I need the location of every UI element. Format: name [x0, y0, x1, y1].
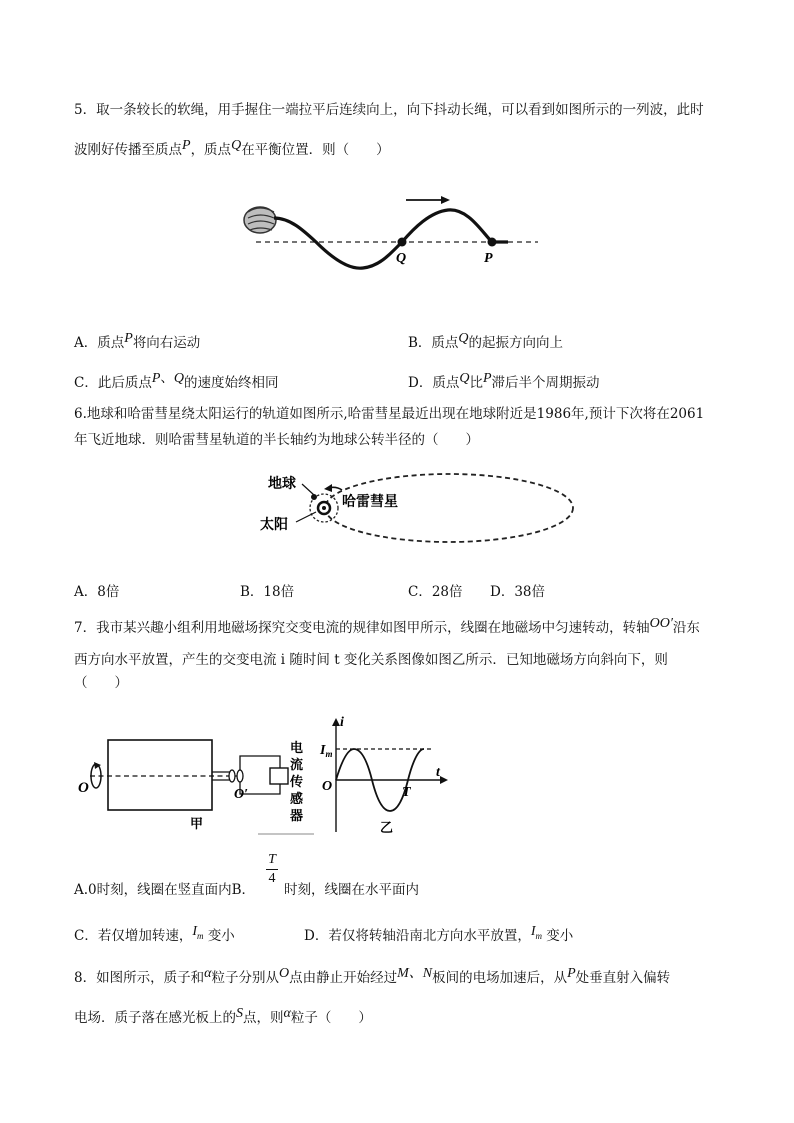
- sun-core: [322, 506, 326, 510]
- q5-line2: [74, 140, 390, 161]
- frac-denominator: 4: [268, 871, 276, 886]
- label-im: $I_m$: [320, 743, 333, 759]
- var-axis: OO′: [649, 616, 673, 631]
- sensor-char: 感: [290, 791, 304, 806]
- sensor-char: 流: [290, 757, 304, 772]
- var-mn: M、N: [397, 966, 433, 981]
- slip-ring: [237, 770, 243, 782]
- var-q: Q: [458, 331, 469, 346]
- label-origin: O: [322, 779, 333, 794]
- text: 电场．质子落在感光板上的: [74, 1010, 236, 1026]
- frac-numerator: T: [268, 852, 276, 867]
- var-q: Q: [231, 138, 242, 153]
- var-p: P: [567, 966, 576, 981]
- sensor-box: [270, 768, 288, 784]
- q6-option-b: B．18倍: [240, 584, 295, 600]
- text: 板间的电场加速后，从: [432, 970, 568, 986]
- sun-pointer: [296, 512, 316, 522]
- text: 将向右运动: [132, 335, 201, 351]
- q7-option-b-rest: 时刻，线圈在水平面内: [284, 882, 419, 898]
- q5-option-b: [408, 333, 563, 354]
- text: 、: [160, 370, 174, 386]
- earth-pointer: [302, 484, 314, 495]
- arrow-right-icon: [406, 196, 450, 204]
- text: 点由静止开始经过: [289, 970, 398, 986]
- var-p: P: [124, 331, 133, 346]
- text: ，质点: [190, 142, 232, 158]
- var-p: P: [151, 371, 161, 386]
- text: 粒子（ ）: [290, 1010, 372, 1026]
- q6-option-c: C．28倍: [408, 584, 463, 600]
- q8-line2: [74, 1008, 372, 1029]
- coil-figure: [74, 712, 326, 838]
- text: 的起振方向向上: [468, 335, 564, 351]
- text: 变小: [207, 928, 235, 944]
- var-alpha: α: [204, 966, 212, 981]
- var-o: O: [278, 966, 290, 981]
- wave-figure: [238, 188, 548, 270]
- var-im: $I_m$: [530, 924, 542, 941]
- comet-arrow-icon: [324, 484, 342, 492]
- label-period: T: [402, 785, 411, 800]
- text: 粒子分别从: [211, 970, 279, 986]
- label-sun: 太阳: [260, 516, 288, 532]
- current-graph: [316, 716, 456, 838]
- label-jia: 甲: [190, 816, 204, 831]
- var-s: S: [236, 1006, 243, 1021]
- q5-line1: 5．取一条较长的软绳，用手握住一端拉平后连续向上，向下抖动长绳，可以看到如图所示的一列波，此时: [74, 102, 704, 118]
- rotation-arrow-icon: [91, 762, 101, 788]
- point-q: [398, 238, 407, 247]
- label-comet: 哈雷彗星: [342, 493, 398, 509]
- hand-icon: [244, 207, 276, 233]
- text: 处垂直射入偏转: [575, 970, 671, 986]
- q6-option-a: A．8倍: [74, 584, 120, 600]
- label-yi: 乙: [380, 820, 394, 835]
- text: D．质点: [408, 375, 460, 391]
- sensor-char: 传: [290, 774, 304, 789]
- q6-line1: 6.地球和哈雷彗星绕太阳运行的轨道如图所示,哈雷彗星最近出现在地球附近是1986年,预计下次将在2061: [74, 406, 705, 422]
- text: 沿东: [672, 620, 700, 636]
- text: 滞后半个周期振动: [491, 375, 600, 391]
- text: 7．我市某兴趣小组利用地磁场探究交变电流的规律如图甲所示，线圈在地磁场中匀速转动，转轴: [74, 620, 650, 636]
- q7-line2: 西方向水平放置，产生的交变电流 i 随时间 t 变化关系图像如图乙所示．已知地磁场方向斜向下，则: [74, 652, 668, 668]
- label-earth: 地球: [268, 475, 296, 491]
- q5-option-d: [408, 373, 600, 394]
- var-im: $I_m$: [192, 924, 204, 941]
- q5-option-a: [74, 333, 200, 354]
- q7-fraction: [266, 852, 278, 887]
- q8-line1: [74, 968, 670, 989]
- var-q: Q: [173, 371, 185, 386]
- coil-rect: [108, 740, 212, 810]
- text: B．质点: [408, 335, 459, 351]
- text: 比: [469, 375, 483, 391]
- q5-option-c: [74, 370, 279, 394]
- var-alpha: α: [283, 1006, 291, 1021]
- text: 点，则: [243, 1010, 284, 1026]
- var-p: P: [182, 138, 191, 153]
- label-i: i: [340, 716, 344, 730]
- orbit-figure: [254, 466, 584, 548]
- q6-line2: 年飞近地球．则哈雷彗星轨道的半长轴约为地球公转半径的（ ）: [74, 432, 479, 448]
- label-o: O: [78, 780, 89, 796]
- frac-bar: [266, 869, 278, 870]
- text: 的速度始终相同: [184, 375, 279, 391]
- q7-option-d: [304, 926, 573, 951]
- label-q: Q: [396, 251, 407, 266]
- q7-option-a: A.0时刻，线圈在竖直面内B．: [74, 882, 256, 898]
- point-p: [488, 238, 497, 247]
- text: 8．如图所示，质子和: [74, 970, 205, 986]
- text: C．此后质点: [74, 375, 152, 391]
- t-axis-arrow: [440, 776, 448, 784]
- text: 波刚好传播至质点: [74, 142, 182, 158]
- sensor-char: 电: [290, 740, 304, 755]
- q6-option-d: D．38倍: [490, 584, 546, 600]
- label-o-prime: O′: [234, 787, 249, 802]
- wave-curve: [274, 210, 508, 268]
- q7-option-c: [74, 926, 235, 951]
- text: D．若仅将转轴沿南北方向水平放置，: [304, 928, 531, 944]
- text: C．若仅增加转速，: [74, 928, 193, 944]
- q7-line1: [74, 618, 700, 639]
- var-q: Q: [459, 371, 470, 386]
- q7-line3: （ ）: [74, 675, 128, 691]
- i-axis-arrow: [332, 718, 340, 726]
- var-p: P: [482, 371, 492, 386]
- text: 在平衡位置．则（ ）: [241, 142, 390, 158]
- label-p: P: [484, 251, 493, 266]
- sensor-char: 器: [290, 808, 304, 823]
- label-t: t: [436, 765, 440, 780]
- text: 变小: [546, 928, 574, 944]
- text: A．质点: [74, 335, 125, 351]
- slip-ring: [229, 770, 235, 782]
